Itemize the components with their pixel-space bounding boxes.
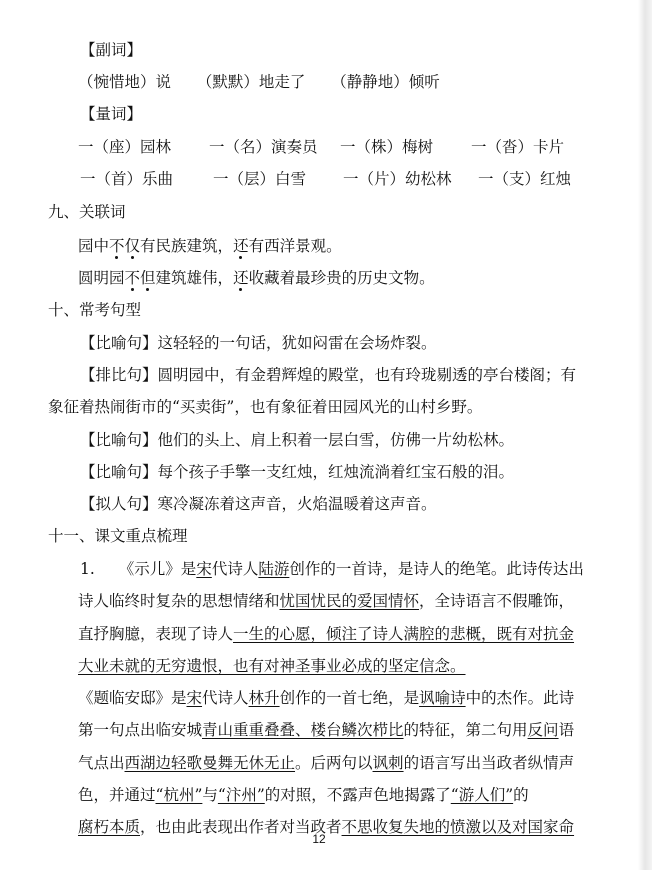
underlined-text: 反问 (527, 721, 559, 739)
text-run: 语 (558, 721, 575, 739)
text-run: 第一句点出临安城 (78, 721, 203, 739)
underlined-text: 陆游 (258, 560, 290, 578)
emphasis-char: 仅 (124, 237, 141, 255)
example-sentence (80, 494, 437, 514)
measure-word-item: 一（名）演奏员 (209, 138, 318, 156)
measure-word-item: 一（支）红烛 (478, 170, 572, 188)
sentence-text: 每个孩子手擎一支红烛，红烛流淌着红宝石般的泪。 (157, 463, 515, 481)
sentence-text: 寒冷凝冻着这声音，火焰温暖着这声音。 (157, 495, 437, 513)
example-sentence (80, 333, 437, 353)
paragraph-line (78, 785, 529, 805)
example-sentence-continuation: 象征着热闹街市的“买卖街”，也有象征着田园风光的山村乡野。 (48, 398, 483, 416)
sentence-text: 这轻轻的一句话，犹如闷雷在会场炸裂。 (157, 334, 437, 352)
paragraph-line (78, 753, 574, 773)
page-number: 12 (312, 832, 326, 846)
underlined-text: 西湖边轻歌曼舞无休无止 (124, 754, 296, 772)
underlined-text: “游人们” (450, 786, 514, 804)
measure-word-item: 一（沓）卡片 (471, 138, 565, 156)
text-run: 收藏着最珍贵的历史文物。 (248, 269, 435, 287)
measure-word-item: 一（株）梅树 (340, 138, 434, 156)
text-run: 的语言写出当政者纵情声 (403, 754, 575, 772)
adverbs-line (78, 72, 440, 92)
emphasis-char: 但 (140, 269, 156, 287)
text-run: ，也由此表现出作者对当政者 (140, 818, 342, 836)
paragraph-line (78, 720, 574, 740)
text-run: 圆明园 (78, 269, 125, 287)
text-run: 代诗人 (211, 560, 259, 578)
text-run: 有西洋景观。 (248, 237, 342, 255)
paragraph-line (78, 688, 574, 708)
adverb-item: （默默）地走了 (196, 73, 306, 91)
paragraph-line (78, 656, 466, 676)
sentence-tag: 【拟人句】 (80, 495, 158, 513)
measure-word-item: 一（片）幼松林 (343, 170, 452, 188)
text-run: 建筑雄伟， (155, 269, 234, 287)
underlined-text: 忧国忧民的爱国情怀 (279, 592, 420, 610)
measure-words-heading: 【量词】 (80, 105, 143, 123)
paragraph-line (80, 559, 584, 579)
text-run: 创作的一首七绝，是 (279, 689, 420, 707)
text-run: 《题临安邸》是 (78, 689, 187, 707)
underlined-text: 宋 (186, 689, 203, 707)
underlined-text: 腐朽本质 (78, 818, 141, 836)
conjunction-sentence (78, 236, 342, 256)
text-run: 中的杰作。此诗 (465, 689, 575, 707)
example-sentence (80, 462, 514, 482)
text-run: 诗人临终时复杂的思想情绪和 (78, 592, 280, 610)
sentence-tag: 【比喻句】 (80, 334, 158, 352)
emphasis-char: 不 (109, 237, 125, 255)
underlined-text: 青山重重叠叠、楼台鳞次栉比 (202, 721, 404, 739)
underlined-text: 林升 (248, 689, 280, 707)
paragraph-line (78, 624, 574, 644)
example-sentence (80, 365, 576, 385)
sentence-text: 他们的头上、肩上积着一层白雪，仿佛一片幼松林。 (157, 431, 515, 449)
text-run: 的对照，不露声色地揭露了 (264, 786, 451, 804)
underlined-text: “汴州” (217, 786, 265, 804)
text-run: ，全诗语言不假雕饰， (419, 592, 575, 610)
page-edge-shadow (638, 0, 652, 870)
sentence-types-heading: 十、常考句型 (48, 301, 142, 319)
list-number: 1. (80, 560, 95, 578)
conjunctions-heading: 九、关联词 (48, 203, 126, 221)
text-run: 。后两句以 (295, 754, 373, 772)
text-run: 气点出 (78, 754, 125, 772)
adverb-item: （惋惜地）说 (78, 73, 172, 91)
text-run: 的特征，第二句用 (403, 721, 528, 739)
text-run: 色，并通过 (78, 786, 156, 804)
sentence-tag: 【排比句】 (80, 366, 158, 384)
sentence-tag: 【比喻句】 (80, 431, 158, 449)
text-run: 《示儿》是 (118, 560, 197, 578)
text-run: 与 (202, 786, 218, 804)
key-points-heading: 十一、课文重点梳理 (48, 527, 188, 545)
measure-word-item: 一（座）园林 (78, 138, 172, 156)
text-run: 的 (513, 786, 529, 804)
text-run: 园中 (78, 237, 110, 255)
emphasis-char: 不 (124, 269, 141, 287)
text-run: 代诗人 (202, 689, 249, 707)
paragraph-line (78, 591, 574, 611)
underlined-text: 不思收复失地的愤激以及对国家命 (341, 818, 575, 836)
underlined-text: 讽刺 (372, 754, 404, 772)
underlined-text: “杭州” (155, 786, 203, 804)
adverb-item: （静静地）倾听 (331, 73, 440, 91)
underlined-text: 宋 (196, 560, 212, 578)
sentence-text: 圆明园中，有金碧辉煌的殿堂，也有玲珑剔透的亭台楼阁；有 (157, 366, 577, 384)
text-run: 有民族建筑， (140, 237, 234, 255)
emphasis-char: 还 (233, 269, 249, 287)
underlined-text: 一生的心愿，倾注了诗人满腔的悲概，既有对抗金 (233, 625, 575, 643)
emphasis-char: 还 (233, 237, 249, 255)
sentence-tag: 【比喻句】 (80, 463, 158, 481)
underlined-text: 讽喻诗 (419, 689, 466, 707)
example-sentence (80, 430, 514, 450)
adverbs-heading: 【副词】 (80, 41, 143, 59)
text-run: 创作的一首诗，是诗人的绝笔。此诗传达出 (289, 560, 584, 578)
measure-word-item: 一（层）白雪 (213, 170, 307, 188)
measure-word-item: 一（首）乐曲 (80, 170, 174, 188)
conjunction-sentence (78, 268, 435, 288)
text-run: 直抒胸臆，表现了诗人 (78, 625, 234, 643)
underlined-text: 大业未就的无穷遗恨，也有对神圣事业必成的坚定信念。 (78, 657, 466, 675)
